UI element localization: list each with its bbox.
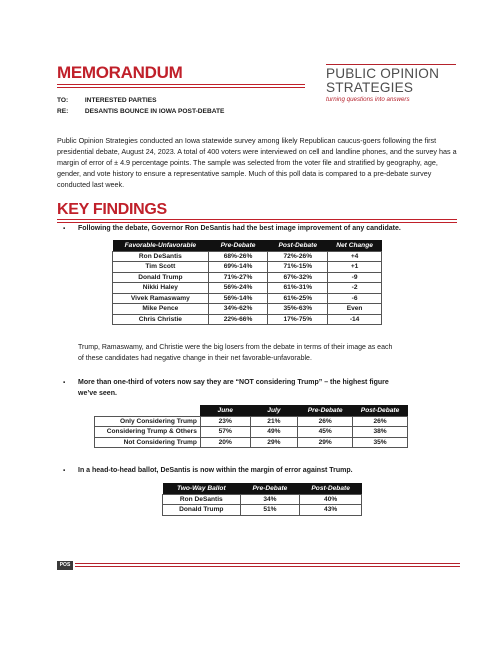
fav-col-header: Post-Debate <box>268 240 328 251</box>
finding-2: More than one-third of voters now say they are “NOT considering Trump” – the highest figure we’ve seen. <box>78 379 389 397</box>
table-cell: 34% <box>240 494 300 505</box>
memo-re-value: DESANTIS BOUNCE IN IOWA POST-DEBATE <box>84 108 225 115</box>
ballot-col-header: Post-Debate <box>300 483 362 494</box>
table-cell: 40% <box>300 494 362 505</box>
table-cell: 71%-27% <box>208 272 268 283</box>
footer-rule <box>75 563 460 564</box>
bullet-square-icon: ▪ <box>63 379 66 386</box>
table-row <box>113 304 382 315</box>
favorability-header-row <box>113 240 382 251</box>
fav-col-header: Pre-Debate <box>208 240 268 251</box>
table-row <box>113 251 382 262</box>
candidate-name: Tim Scott <box>113 262 209 273</box>
memo-re-row <box>57 108 224 115</box>
memo-title-rule <box>57 84 305 85</box>
table-cell: 26% <box>353 416 408 427</box>
table-cell: 29% <box>298 437 353 448</box>
table-cell: 22%-66% <box>208 314 268 325</box>
consideration-header-row <box>95 405 408 416</box>
favorability-table <box>112 240 382 325</box>
finding-3: In a head-to-head ballot, DeSantis is now within the margin of error against Trump. <box>78 467 353 474</box>
candidate-name: Chris Christie <box>113 314 209 325</box>
table-row <box>113 262 382 273</box>
footer-pos-tag: POS <box>57 561 73 570</box>
intro-paragraph: Public Opinion Strategies conducted an Iowa statewide survey among likely Republican caucus-goers following the first presidential debate, August 24, 2023. A total of 400 voters were interviewed on cell and landline phones, and the survey has a margin of error of ± 4.9 percentage points. The sample was selected from the voter file and stratified by geography, age, gender, and vote history to ensure a representative sample. Much of this poll data is compared to a pre-debate survey conducted last week. <box>57 136 457 189</box>
consider-col-header: Post-Debate <box>353 405 408 416</box>
finding-1-note: Trump, Ramaswamy, and Christie were the big losers from the debate in terms of their image as each of these candidates had negative change in their net favorable-unfavorable. <box>78 344 393 362</box>
key-findings-rule <box>57 219 457 220</box>
bullet-square-icon: ▪ <box>63 467 66 474</box>
table-cell: 72%-26% <box>268 251 328 262</box>
memo-title-rule-thin <box>57 87 305 88</box>
table-cell: 61%-25% <box>268 293 328 304</box>
table-row <box>113 314 382 325</box>
finding-1: Following the debate, Governor Ron DeSantis had the best image improvement of any candidate. <box>78 225 401 232</box>
table-cell: 61%-31% <box>268 283 328 294</box>
table-cell: 35% <box>353 437 408 448</box>
table-row <box>95 427 408 438</box>
candidate-name: Mike Pence <box>113 304 209 315</box>
ballot-table <box>162 483 362 516</box>
fav-col-header: Favorable-Unfavorable <box>113 240 209 251</box>
consider-col-header: Pre-Debate <box>298 405 353 416</box>
consider-col-header <box>95 405 201 416</box>
memo-to-label: TO: <box>57 97 69 104</box>
table-cell: 56%-14% <box>208 293 268 304</box>
table-cell: 69%-14% <box>208 262 268 273</box>
fav-col-header: Net Change <box>328 240 382 251</box>
consider-label: Not Considering Trump <box>95 437 201 448</box>
table-row <box>113 283 382 294</box>
ballot-col-header: Pre-Debate <box>240 483 300 494</box>
table-cell: 68%-26% <box>208 251 268 262</box>
ballot-header-row <box>163 483 362 494</box>
memo-re-label: RE: <box>57 108 69 115</box>
footer-rule-thin <box>75 566 460 567</box>
table-cell: 67%-32% <box>268 272 328 283</box>
candidate-name: Donald Trump <box>113 272 209 283</box>
bullet-square-icon: ▪ <box>63 225 66 232</box>
logo-line-2: STRATEGIES <box>326 80 414 95</box>
logo-tagline: turning questions into answers <box>326 96 410 103</box>
consideration-table <box>94 405 408 448</box>
table-cell: 49% <box>250 427 298 438</box>
table-cell: 51% <box>240 505 300 516</box>
memo-to-row <box>57 97 157 104</box>
ballot-col-header: Two-Way Ballot <box>163 483 241 494</box>
table-cell: 21% <box>250 416 298 427</box>
pos-logo <box>326 64 456 103</box>
consider-label: Only Considering Trump <box>95 416 201 427</box>
table-row <box>113 272 382 283</box>
memo-to-value: INTERESTED PARTIES <box>84 97 157 104</box>
table-cell: 29% <box>250 437 298 448</box>
table-row <box>163 494 362 505</box>
logo-line-1: PUBLIC OPINION <box>326 66 440 81</box>
logo-rule <box>326 64 456 65</box>
table-row <box>95 416 408 427</box>
candidate-name: Ron DeSantis <box>113 251 209 262</box>
memo-title: MEMORANDUM <box>57 63 183 82</box>
candidate-name: Vivek Ramaswamy <box>113 293 209 304</box>
table-cell: 35%-63% <box>268 304 328 315</box>
table-cell: -9 <box>328 272 382 283</box>
table-row <box>163 505 362 516</box>
table-cell: -14 <box>328 314 382 325</box>
table-cell: Even <box>328 304 382 315</box>
consider-col-header: June <box>200 405 250 416</box>
candidate-name: Nikki Haley <box>113 283 209 294</box>
table-cell: -6 <box>328 293 382 304</box>
key-findings-title: KEY FINDINGS <box>57 201 167 218</box>
table-cell: 26% <box>298 416 353 427</box>
table-cell: 43% <box>300 505 362 516</box>
table-cell: -2 <box>328 283 382 294</box>
candidate-name: Donald Trump <box>163 505 241 516</box>
table-row <box>95 437 408 448</box>
table-cell: 45% <box>298 427 353 438</box>
table-cell: 71%-15% <box>268 262 328 273</box>
table-cell: 57% <box>200 427 250 438</box>
table-cell: +4 <box>328 251 382 262</box>
consider-label: Considering Trump & Others <box>95 427 201 438</box>
table-row <box>113 293 382 304</box>
consider-col-header: July <box>250 405 298 416</box>
table-cell: 38% <box>353 427 408 438</box>
table-cell: 34%-62% <box>208 304 268 315</box>
table-cell: 20% <box>200 437 250 448</box>
table-cell: 23% <box>200 416 250 427</box>
table-cell: +1 <box>328 262 382 273</box>
table-cell: 17%-75% <box>268 314 328 325</box>
candidate-name: Ron DeSantis <box>163 494 241 505</box>
table-cell: 56%-24% <box>208 283 268 294</box>
